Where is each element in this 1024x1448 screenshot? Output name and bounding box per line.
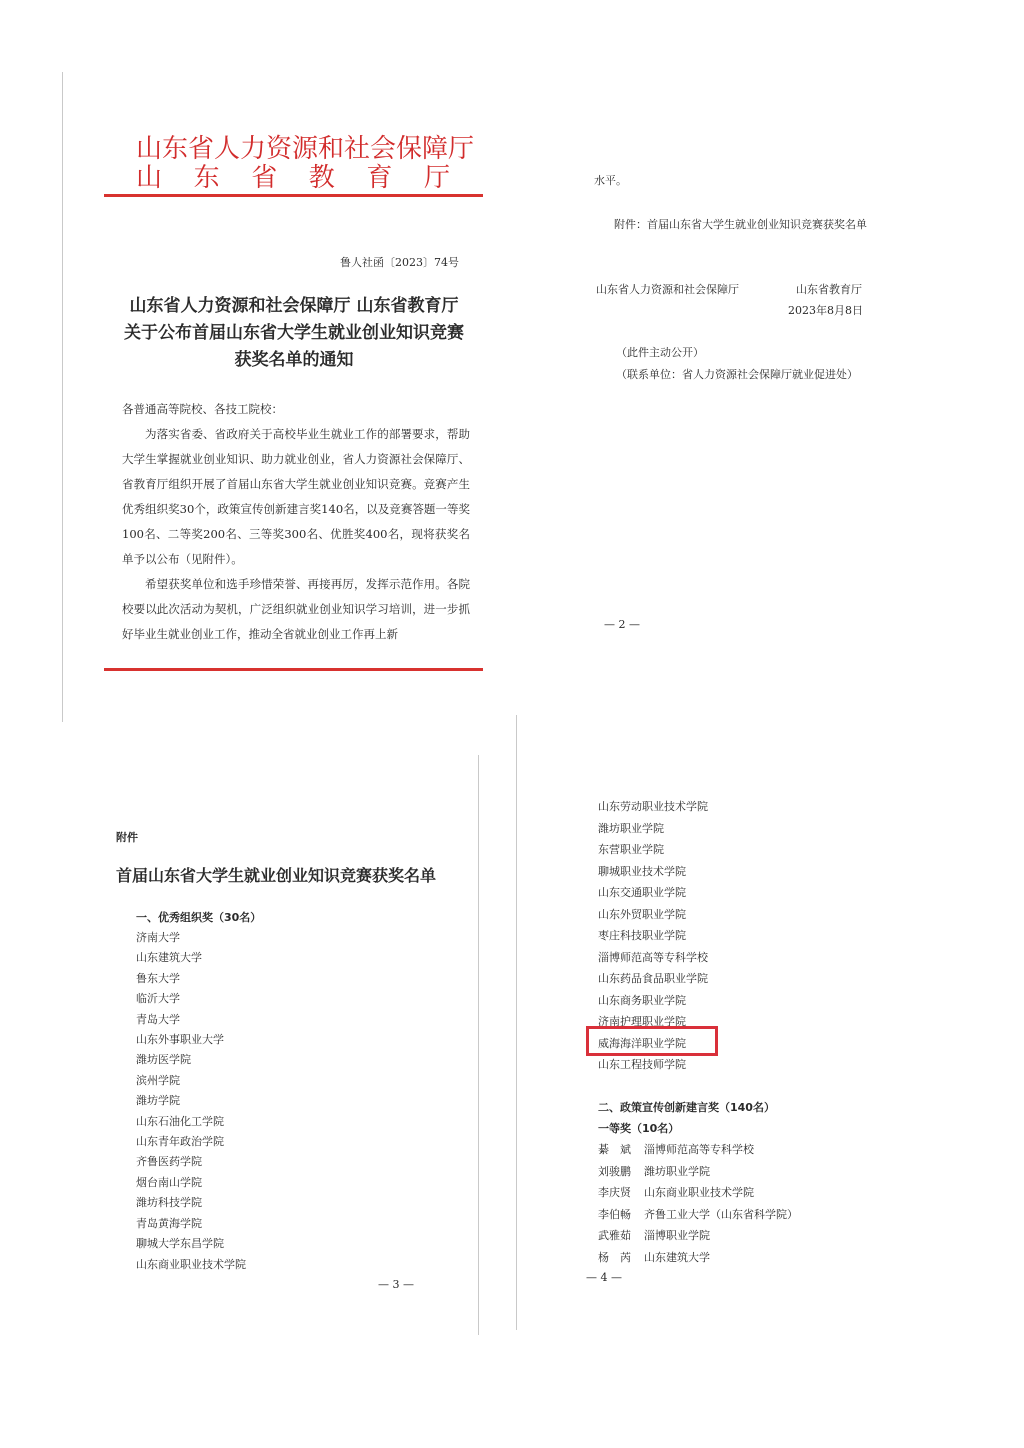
attachment-label: 附件 bbox=[116, 831, 138, 844]
title-line: 获奖名单的通知 bbox=[234, 350, 354, 370]
list-item: 山东石油化工学院 bbox=[136, 1114, 224, 1128]
notice-title bbox=[94, 293, 494, 374]
title-line: 关于公布首届山东省大学生就业创业知识竞赛 bbox=[124, 323, 464, 343]
winner-row bbox=[598, 1247, 798, 1269]
winner-org: 淄博职业学院 bbox=[644, 1229, 710, 1242]
winner-row bbox=[598, 1182, 798, 1204]
winner-row bbox=[598, 1161, 798, 1183]
winner-name: 杨 芮 bbox=[598, 1250, 631, 1264]
winner-row bbox=[598, 1139, 798, 1161]
page1-left-edge bbox=[62, 72, 63, 722]
list-item: 滨州学院 bbox=[136, 1073, 180, 1087]
list-item: 山东商业职业技术学院 bbox=[136, 1257, 246, 1271]
section-1-heading: 一、优秀组织奖（30名） bbox=[136, 911, 262, 924]
list-item: 枣庄科技职业学院 bbox=[598, 929, 686, 942]
page3-right-edge bbox=[478, 755, 479, 1335]
list-item: 山东劳动职业技术学院 bbox=[598, 800, 708, 813]
winner-row bbox=[598, 1204, 798, 1226]
list-item: 山东交通职业学院 bbox=[598, 886, 686, 899]
title-line: 山东省人力资源和社会保障厅 山东省教育厅 bbox=[129, 296, 459, 316]
header-char: 育 bbox=[366, 163, 393, 193]
attachment-note: 附件：首届山东省大学生就业创业知识竞赛获奖名单 bbox=[614, 218, 867, 231]
attachment-title: 首届山东省大学生就业创业知识竞赛获奖名单 bbox=[116, 866, 437, 885]
doc-number: 鲁人社函〔2023〕74号 bbox=[340, 256, 459, 269]
highlight-box bbox=[586, 1026, 718, 1056]
list-item: 临沂大学 bbox=[136, 992, 180, 1006]
list-item: 烟台南山学院 bbox=[136, 1175, 202, 1189]
list-item: 山东外贸职业学院 bbox=[598, 907, 686, 921]
header-char: 厅 bbox=[423, 163, 450, 193]
list-item: 潍坊医学院 bbox=[136, 1053, 191, 1067]
winner-row bbox=[598, 1225, 798, 1247]
winner-org: 山东商业职业技术学院 bbox=[644, 1186, 754, 1199]
header-line-1: 山东省人力资源和社会保障厅 bbox=[136, 134, 475, 164]
signer-hrss: 山东省人力资源和社会保障厅 bbox=[596, 283, 739, 296]
issue-date: 2023年8月8日 bbox=[788, 304, 863, 317]
list-item: 山东外事职业大学 bbox=[136, 1033, 224, 1047]
list-item: 青岛大学 bbox=[136, 1012, 180, 1026]
public-note: （此件主动公开） bbox=[616, 346, 704, 359]
winner-name: 李伯畅 bbox=[598, 1207, 631, 1221]
award-list-page3 bbox=[136, 928, 246, 1275]
page-number-3: — 3 — bbox=[378, 1278, 414, 1291]
highlighted-list-item: 威海海洋职业学院 bbox=[598, 1036, 686, 1050]
list-item: 东营职业学院 bbox=[598, 843, 664, 856]
continuation-text: 水平。 bbox=[594, 174, 627, 187]
notice-body bbox=[122, 397, 470, 647]
list-item: 聊城职业技术学院 bbox=[598, 864, 686, 878]
list-item: 山东工程技师学院 bbox=[598, 1058, 686, 1071]
section-2-heading: 二、政策宣传创新建言奖（140名） bbox=[598, 1101, 775, 1114]
salutation: 各普通高等院校、各技工院校： bbox=[122, 402, 283, 416]
list-item: 潍坊职业学院 bbox=[598, 821, 664, 835]
signer-edu: 山东省教育厅 bbox=[796, 283, 862, 296]
page4-left-edge bbox=[516, 715, 517, 1330]
list-item: 潍坊科技学院 bbox=[136, 1196, 202, 1210]
paragraph-2: 希望获奖单位和选手珍惜荣誉、再接再厉，发挥示范作用。各院校要以此次活动为契机，广泛组织就业创业知识学习培训，进一步抓好毕业生就业创业工作，推动全省就业创业工作再上新 bbox=[122, 577, 470, 641]
list-item: 潍坊学院 bbox=[136, 1094, 180, 1108]
winner-org: 淄博师范高等专科学校 bbox=[644, 1143, 754, 1156]
winners-list bbox=[598, 1139, 798, 1268]
winner-org: 齐鲁工业大学（山东省科学院） bbox=[644, 1207, 798, 1221]
page-number-2: — 2 — bbox=[604, 618, 640, 631]
header-red-rule bbox=[104, 194, 483, 197]
contact-note: （联系单位：省人力资源社会保障厅就业促进处） bbox=[616, 368, 858, 381]
winner-name: 刘骏鹏 bbox=[598, 1164, 631, 1178]
winner-name: 武雅茹 bbox=[598, 1229, 631, 1242]
header-char: 东 bbox=[193, 163, 220, 193]
header-char: 省 bbox=[251, 163, 278, 193]
list-item: 齐鲁医药学院 bbox=[136, 1155, 202, 1169]
list-item: 青岛黄海学院 bbox=[136, 1216, 202, 1230]
header-char: 山 bbox=[136, 163, 163, 193]
winner-name: 綦 斌 bbox=[598, 1143, 631, 1156]
first-prize-heading: 一等奖（10名） bbox=[598, 1122, 680, 1135]
winner-org: 潍坊职业学院 bbox=[644, 1164, 710, 1178]
header-char: 教 bbox=[308, 163, 335, 193]
list-item: 济南护理职业学院 bbox=[598, 1015, 686, 1028]
winner-name: 李庆贤 bbox=[598, 1186, 631, 1199]
footer-red-rule bbox=[104, 668, 483, 671]
paragraph-1: 为落实省委、省政府关于高校毕业生就业工作的部署要求，帮助大学生掌握就业创业知识、助力就业创业，省人力资源社会保障厅、省教育厅组织开展了首届山东省大学生就业创业知识竞赛。竞赛产生优秀组织奖30个，政策宣传创新建言奖140名，以及竞赛答题一等奖100名、二等奖200名、三等奖300名、优胜奖400名，现将获奖名单予以公布（见附件）。 bbox=[122, 427, 470, 566]
list-item: 淄博师范高等专科学校 bbox=[598, 950, 708, 964]
header-line-2 bbox=[136, 163, 450, 193]
list-item: 山东药品食品职业学院 bbox=[598, 972, 708, 985]
winner-org: 山东建筑大学 bbox=[644, 1250, 710, 1264]
list-item: 山东商务职业学院 bbox=[598, 993, 686, 1007]
list-item: 鲁东大学 bbox=[136, 971, 180, 985]
list-item: 济南大学 bbox=[136, 931, 180, 944]
list-item: 山东青年政治学院 bbox=[136, 1135, 224, 1149]
page-number-4: — 4 — bbox=[586, 1271, 622, 1284]
list-item: 山东建筑大学 bbox=[136, 951, 202, 965]
list-item: 聊城大学东昌学院 bbox=[136, 1237, 224, 1251]
